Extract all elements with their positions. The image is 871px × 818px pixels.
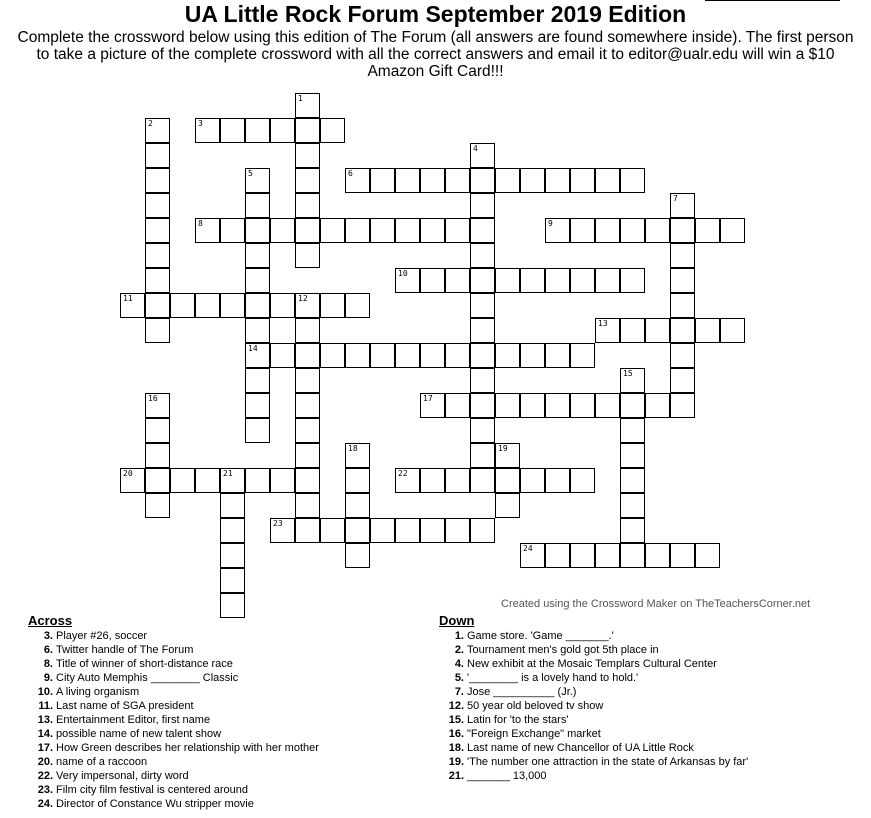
grid-cell[interactable] (445, 468, 470, 493)
grid-cell[interactable] (245, 343, 270, 368)
grid-cell[interactable] (670, 393, 695, 418)
grid-cell[interactable] (445, 218, 470, 243)
down-clue (438, 643, 748, 657)
grid-cell[interactable] (570, 543, 595, 568)
clue-text: A living organism (56, 686, 140, 698)
grid-cell[interactable] (445, 393, 470, 418)
clue-text: possible name of new talent show (56, 728, 222, 740)
grid-cell[interactable] (620, 443, 645, 468)
grid-cell[interactable] (470, 343, 495, 368)
grid-cell[interactable] (220, 218, 245, 243)
across-clue (27, 741, 319, 755)
clue-number: 9 (548, 219, 553, 228)
grid-cell[interactable] (495, 168, 520, 193)
across-clue (27, 713, 319, 727)
down-clue (438, 657, 748, 671)
down-clue (438, 755, 748, 769)
grid-cell[interactable] (445, 168, 470, 193)
clue-number: 18. (448, 742, 464, 754)
grid-cell[interactable] (670, 193, 695, 218)
clue-number: 18 (348, 444, 358, 453)
grid-cell[interactable] (470, 468, 495, 493)
clue-text: Last name of SGA president (56, 700, 194, 712)
clue-number: 10 (398, 269, 408, 278)
clue-number: 21 (223, 469, 233, 478)
grid-cell[interactable] (120, 468, 145, 493)
down-clue (438, 713, 748, 727)
grid-cell[interactable] (145, 168, 170, 193)
grid-cell[interactable] (670, 543, 695, 568)
grid-cell[interactable] (645, 393, 670, 418)
clue-text: Last name of new Chancellor of UA Little Rock (467, 742, 694, 754)
clue-number: 22 (398, 469, 408, 478)
grid-cell[interactable] (670, 318, 695, 343)
grid-cell[interactable] (670, 218, 695, 243)
clue-number: 19. (448, 756, 464, 768)
grid-cell[interactable] (170, 468, 195, 493)
grid-cell[interactable] (570, 218, 595, 243)
grid-cell[interactable] (195, 218, 220, 243)
grid-cell[interactable] (470, 218, 495, 243)
clue-number: 4 (473, 144, 478, 153)
down-clue (438, 699, 748, 713)
grid-cell[interactable] (470, 168, 495, 193)
clue-number: 17. (37, 742, 53, 754)
grid-cell[interactable] (670, 243, 695, 268)
grid-cell[interactable] (645, 218, 670, 243)
grid-cell[interactable] (245, 193, 270, 218)
clue-number: 14 (248, 344, 258, 353)
clue-text: Twitter handle of The Forum (56, 644, 194, 656)
grid-cell[interactable] (220, 293, 245, 318)
grid-cell[interactable] (495, 468, 520, 493)
grid-cell[interactable] (395, 518, 420, 543)
clue-number: 10. (37, 686, 53, 698)
grid-cell[interactable] (145, 143, 170, 168)
across-clues (27, 612, 319, 811)
clue-number: 12 (298, 294, 308, 303)
page-title: UA Little Rock Forum September 2019 Edition (184, 1, 687, 27)
clue-number: 23 (273, 519, 283, 528)
grid-cell[interactable] (295, 393, 320, 418)
clue-text: Film city film festival is centered around (56, 784, 248, 796)
grid-cell[interactable] (220, 518, 245, 543)
grid-cell[interactable] (445, 268, 470, 293)
grid-cell[interactable] (420, 168, 445, 193)
grid-cell[interactable] (295, 118, 320, 143)
grid-cell[interactable] (570, 343, 595, 368)
grid-cell[interactable] (245, 468, 270, 493)
clue-text: Entertainment Editor, first name (56, 714, 211, 726)
down-clue (438, 741, 748, 755)
grid-cell[interactable] (295, 518, 320, 543)
grid-cell[interactable] (245, 293, 270, 318)
across-clue (27, 643, 319, 657)
grid-cell[interactable] (620, 468, 645, 493)
clue-number: 15 (623, 369, 633, 378)
grid-cell[interactable] (720, 218, 745, 243)
clue-text: How Green describes her relationship with her mother (56, 742, 319, 754)
grid-cell[interactable] (545, 168, 570, 193)
grid-cell[interactable] (145, 318, 170, 343)
clue-number: 20. (37, 756, 53, 768)
clue-number: 6. (43, 644, 53, 656)
clue-number: 24 (523, 544, 533, 553)
clue-number: 22. (37, 770, 53, 782)
grid-cell[interactable] (645, 318, 670, 343)
grid-cell[interactable] (470, 243, 495, 268)
grid-cell[interactable] (320, 118, 345, 143)
grid-cell[interactable] (295, 493, 320, 518)
clue-number: 16. (448, 728, 464, 740)
clue-number: 13. (37, 714, 53, 726)
grid-cell[interactable] (220, 468, 245, 493)
grid-cell[interactable] (520, 468, 545, 493)
clue-number: 5 (248, 169, 253, 178)
grid-cell[interactable] (620, 218, 645, 243)
grid-cell[interactable] (320, 293, 345, 318)
clue-text: '________ is a lovely hand to hold.' (467, 672, 639, 684)
grid-cell[interactable] (420, 393, 445, 418)
grid-cell[interactable] (295, 443, 320, 468)
grid-cell[interactable] (245, 218, 270, 243)
grid-cell[interactable] (145, 193, 170, 218)
grid-cell[interactable] (470, 193, 495, 218)
grid-cell[interactable] (345, 343, 370, 368)
grid-cell[interactable] (145, 493, 170, 518)
grid-cell[interactable] (270, 218, 295, 243)
grid-cell[interactable] (620, 418, 645, 443)
grid-cell[interactable] (495, 443, 520, 468)
clue-number: 19 (498, 444, 508, 453)
down-clue (438, 769, 748, 783)
grid-cell[interactable] (420, 218, 445, 243)
grid-cell[interactable] (295, 218, 320, 243)
down-clues (438, 612, 748, 783)
clue-text: Jose __________ (Jr.) (467, 686, 577, 698)
across-clue (27, 685, 319, 699)
grid-cell[interactable] (595, 168, 620, 193)
grid-cell[interactable] (620, 368, 645, 393)
grid-cell[interactable] (670, 368, 695, 393)
intro-text: Complete the crossword below using this edition of The Forum (all answers are found somewhere inside). The first person to take a picture of the complete crossword with all the correct answers and email it to editor@ualr.edu will win a $10 Amazon Gift Card!!! (17, 29, 854, 80)
grid-cell[interactable] (670, 268, 695, 293)
down-heading: Down (439, 613, 475, 628)
grid-cell[interactable] (295, 368, 320, 393)
grid-cell[interactable] (395, 168, 420, 193)
grid-cell[interactable] (670, 293, 695, 318)
grid-cell[interactable] (395, 218, 420, 243)
across-clue-list (27, 629, 319, 811)
grid-cell[interactable] (620, 518, 645, 543)
clue-number: 6 (348, 169, 353, 178)
clue-number: 12. (448, 700, 464, 712)
grid-cell[interactable] (245, 118, 270, 143)
grid-cell[interactable] (245, 168, 270, 193)
grid-cell[interactable] (545, 468, 570, 493)
grid-cell[interactable] (470, 293, 495, 318)
clue-number: 9. (43, 672, 53, 684)
clue-number: 16 (148, 394, 158, 403)
down-clue (438, 685, 748, 699)
grid-cell[interactable] (645, 543, 670, 568)
grid-cell[interactable] (520, 168, 545, 193)
grid-cell[interactable] (545, 343, 570, 368)
grid-cell[interactable] (620, 268, 645, 293)
grid-cell[interactable] (145, 418, 170, 443)
grid-cell[interactable] (145, 393, 170, 418)
clue-text: Game store. 'Game _______.' (467, 630, 614, 642)
grid-cell[interactable] (595, 393, 620, 418)
grid-cell[interactable] (395, 468, 420, 493)
grid-cell[interactable] (470, 368, 495, 393)
grid-cell[interactable] (345, 293, 370, 318)
grid-cell[interactable] (520, 393, 545, 418)
clue-text: name of a raccoon (56, 756, 148, 768)
grid-cell[interactable] (345, 543, 370, 568)
clue-text: Latin for 'to the stars' (467, 714, 569, 726)
grid-cell[interactable] (320, 343, 345, 368)
grid-cell[interactable] (470, 393, 495, 418)
grid-cell[interactable] (695, 218, 720, 243)
clue-number: 1. (454, 630, 464, 642)
clue-number: 3 (198, 119, 203, 128)
grid-cell[interactable] (470, 268, 495, 293)
across-clue (27, 769, 319, 783)
grid-cell[interactable] (295, 318, 320, 343)
across-clue (27, 797, 319, 811)
grid-cell[interactable] (295, 343, 320, 368)
grid-cell[interactable] (295, 243, 320, 268)
grid-cell[interactable] (345, 168, 370, 193)
grid-cell[interactable] (145, 468, 170, 493)
grid-cell[interactable] (420, 468, 445, 493)
grid-cell[interactable] (595, 218, 620, 243)
grid-cell[interactable] (145, 118, 170, 143)
across-clue (27, 657, 319, 671)
grid-cell[interactable] (345, 518, 370, 543)
grid-cell[interactable] (620, 168, 645, 193)
clue-number: 8 (198, 219, 203, 228)
grid-cell[interactable] (295, 168, 320, 193)
grid-cell[interactable] (420, 268, 445, 293)
grid-cell[interactable] (120, 293, 145, 318)
clue-text: 50 year old beloved tv show (467, 700, 604, 712)
down-clue (438, 727, 748, 741)
grid-cell[interactable] (520, 343, 545, 368)
across-clue (27, 755, 319, 769)
grid-cell[interactable] (245, 368, 270, 393)
grid-cell[interactable] (245, 393, 270, 418)
clue-number: 2 (148, 119, 153, 128)
clue-number: 14. (37, 728, 53, 740)
grid-cell[interactable] (470, 143, 495, 168)
grid-cell[interactable] (145, 443, 170, 468)
clue-text: _______ 13,000 (467, 770, 547, 782)
grid-cell[interactable] (320, 218, 345, 243)
clue-text: New exhibit at the Mosaic Templars Cultural Center (467, 658, 717, 670)
grid-cell[interactable] (370, 343, 395, 368)
grid-cell[interactable] (595, 268, 620, 293)
grid-cell[interactable] (270, 293, 295, 318)
clue-number: 1 (298, 94, 303, 103)
grid-cell[interactable] (470, 443, 495, 468)
clue-number: 20 (123, 469, 133, 478)
grid-cell[interactable] (395, 343, 420, 368)
grid-cell[interactable] (345, 218, 370, 243)
clue-number: 7 (673, 194, 678, 203)
grid-cell[interactable] (495, 268, 520, 293)
grid-cell[interactable] (670, 343, 695, 368)
grid-cell[interactable] (295, 193, 320, 218)
clue-number: 5. (454, 672, 464, 684)
credit-text: Created using the Crossword Maker on TheTeachersCorner.net (501, 598, 811, 610)
grid-cell[interactable] (570, 468, 595, 493)
grid-cell[interactable] (470, 418, 495, 443)
grid-cell[interactable] (695, 318, 720, 343)
grid-cell[interactable] (170, 293, 195, 318)
grid-cell[interactable] (420, 343, 445, 368)
grid-cell[interactable] (370, 218, 395, 243)
grid-cell[interactable] (470, 518, 495, 543)
across-clue (27, 727, 319, 741)
grid-cell[interactable] (595, 543, 620, 568)
across-clue (27, 629, 319, 643)
grid-cell[interactable] (620, 543, 645, 568)
grid-cell[interactable] (270, 118, 295, 143)
grid-cell[interactable] (145, 293, 170, 318)
grid-cell[interactable] (270, 343, 295, 368)
clue-number: 15. (448, 714, 464, 726)
clue-number: 13 (598, 319, 608, 328)
clue-number: 11 (123, 294, 133, 303)
grid-cell[interactable] (295, 468, 320, 493)
grid-cell[interactable] (220, 568, 245, 593)
clue-number: 23. (37, 784, 53, 796)
clue-number: 17 (423, 394, 433, 403)
grid-cell[interactable] (195, 468, 220, 493)
grid-cell[interactable] (620, 393, 645, 418)
down-clue (438, 629, 748, 643)
grid-cell[interactable] (495, 393, 520, 418)
clue-text: Player #26, soccer (56, 630, 148, 642)
grid-cell[interactable] (470, 318, 495, 343)
across-clue (27, 783, 319, 797)
grid-cell[interactable] (495, 343, 520, 368)
grid-cell[interactable] (620, 493, 645, 518)
grid-cell[interactable] (345, 468, 370, 493)
clue-number: 2. (454, 644, 464, 656)
grid-cell[interactable] (245, 318, 270, 343)
grid-cell[interactable] (345, 443, 370, 468)
grid-cell[interactable] (145, 218, 170, 243)
clue-number: 7. (454, 686, 464, 698)
grid-cell[interactable] (370, 518, 395, 543)
grid-cell[interactable] (295, 293, 320, 318)
grid-cell[interactable] (595, 318, 620, 343)
grid-cell[interactable] (395, 268, 420, 293)
grid-cell[interactable] (570, 268, 595, 293)
across-clue (27, 671, 319, 685)
down-clue (438, 671, 748, 685)
grid-cell[interactable] (520, 543, 545, 568)
grid-cell[interactable] (295, 93, 320, 118)
grid-cell[interactable] (370, 168, 395, 193)
clue-text: Director of Constance Wu stripper movie (56, 798, 254, 810)
grid-cell[interactable] (695, 543, 720, 568)
clue-text: 'The number one attraction in the state of Arkansas by far' (467, 756, 749, 768)
grid-cell[interactable] (220, 118, 245, 143)
grid-cell[interactable] (145, 268, 170, 293)
grid-cell[interactable] (345, 493, 370, 518)
grid-cell[interactable] (545, 268, 570, 293)
grid-cell[interactable] (245, 268, 270, 293)
grid-cell[interactable] (195, 293, 220, 318)
grid-cell[interactable] (270, 468, 295, 493)
grid-cell[interactable] (720, 318, 745, 343)
clue-number: 11. (38, 700, 53, 712)
grid-cell[interactable] (545, 393, 570, 418)
clue-number: 3. (43, 630, 53, 642)
clue-text: "Foreign Exchange" market (467, 728, 601, 740)
across-clue (27, 699, 319, 713)
clue-text: City Auto Memphis ________ Classic (56, 672, 239, 684)
grid-cell[interactable] (495, 493, 520, 518)
grid-cell[interactable] (570, 168, 595, 193)
grid-cell[interactable] (420, 518, 445, 543)
grid-cell[interactable] (445, 343, 470, 368)
grid-cell[interactable] (270, 518, 295, 543)
clue-text: Tournament men's gold got 5th place in (467, 644, 659, 656)
grid-cell[interactable] (445, 518, 470, 543)
clue-number: 21. (448, 770, 464, 782)
grid-cell[interactable] (220, 543, 245, 568)
grid-cell[interactable] (520, 268, 545, 293)
clue-text: Title of winner of short-distance race (56, 658, 233, 670)
grid-cell[interactable] (295, 143, 320, 168)
grid-cell[interactable] (245, 243, 270, 268)
grid-cell[interactable] (620, 318, 645, 343)
clue-number: 24. (37, 798, 53, 810)
grid-cell[interactable] (220, 493, 245, 518)
grid-cell[interactable] (545, 218, 570, 243)
grid-cell[interactable] (245, 418, 270, 443)
grid-cell[interactable] (295, 418, 320, 443)
across-heading: Across (28, 613, 73, 628)
clue-text: Very impersonal, dirty word (56, 770, 189, 782)
grid-cell[interactable] (570, 393, 595, 418)
grid-cell[interactable] (320, 518, 345, 543)
down-clue-list (438, 629, 748, 783)
clue-number: 4. (454, 658, 464, 670)
grid-cell[interactable] (145, 243, 170, 268)
clue-number: 8. (43, 658, 53, 670)
grid-cell[interactable] (545, 543, 570, 568)
grid-cell[interactable] (195, 118, 220, 143)
